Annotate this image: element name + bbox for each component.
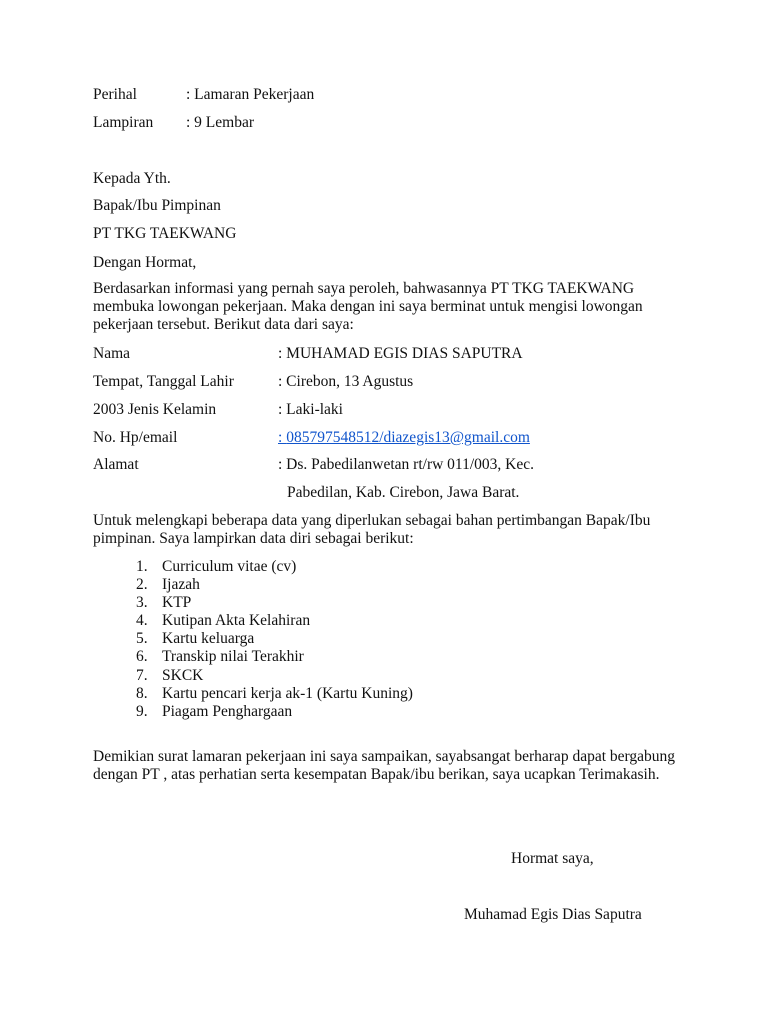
jenis-kelamin-value: : Laki-laki (278, 401, 343, 418)
intro-line: membuka lowongan pekerjaan. Maka dengan ini saya berminat untuk mengisi lowongan (93, 298, 643, 315)
recipient-line-2: Bapak/Ibu Pimpinan (93, 197, 221, 214)
attachments-list (136, 558, 413, 721)
perihal-value: : Lamaran Pekerjaan (186, 86, 315, 103)
jenis-kelamin-label: 2003 Jenis Kelamin (93, 401, 217, 418)
closing-line: dengan PT , atas perhatian serta kesempatan Bapak/ibu berikan, saya ucapkan Terimakasih. (93, 766, 660, 783)
list-item (136, 612, 413, 630)
nama-value: : MUHAMAD EGIS DIAS SAPUTRA (278, 345, 523, 362)
greeting: Dengan Hormat, (93, 254, 197, 271)
recipient-line-1: Kepada Yth. (93, 170, 171, 187)
list-item (136, 576, 413, 594)
signoff: Hormat saya, (511, 850, 594, 867)
hp-email-link[interactable]: 085797548512/diazegis13@gmail.com (286, 429, 530, 446)
list-item-text: KTP (162, 594, 192, 612)
attachments-intro (93, 512, 693, 548)
perihal-label: Perihal (93, 86, 137, 103)
list-item-text: Kutipan Akta Kelahiran (162, 612, 311, 630)
recipient-company: PT TKG TAEKWANG (93, 225, 237, 242)
list-item-text: Kartu pencari kerja ak-1 (Kartu Kuning) (162, 684, 413, 702)
list-item (136, 685, 413, 703)
list-item (136, 648, 413, 666)
list-item-text: Ijazah (162, 576, 200, 594)
list-item (136, 703, 413, 721)
alamat-value-line-1: : Ds. Pabedilanwetan rt/rw 011/003, Kec. (278, 456, 534, 473)
list-item-text: Kartu keluarga (162, 630, 255, 648)
list-item-number: 1. (136, 558, 148, 575)
list-item-number: 7. (136, 666, 148, 684)
attachments-intro-line: pimpinan. Saya lampirkan data diri sebagai berikut: (93, 530, 414, 547)
list-item-number: 4. (136, 612, 148, 630)
list-item (136, 630, 413, 648)
hp-email-link[interactable]: : (278, 429, 287, 446)
list-item (136, 594, 413, 612)
list-item-number: 2. (136, 576, 148, 594)
list-item-number: 9. (136, 702, 148, 720)
closing-paragraph (93, 748, 693, 784)
ttl-value: : Cirebon, 13 Agustus (278, 373, 414, 390)
attachments-intro-line: Untuk melengkapi beberapa data yang diperlukan sebagai bahan pertimbangan Bapak/Ibu (93, 512, 651, 529)
lampiran-label: Lampiran (93, 114, 154, 131)
list-item-text: SKCK (162, 666, 204, 684)
alamat-value-line-2: Pabedilan, Kab. Cirebon, Jawa Barat. (287, 484, 520, 501)
alamat-label: Alamat (93, 456, 139, 473)
closing-line: Demikian surat lamaran pekerjaan ini saya sampaikan, sayabsangat berharap dapat bergabung (93, 748, 676, 765)
list-item-text: Transkip nilai Terakhir (162, 648, 304, 666)
signature-name: Muhamad Egis Dias Saputra (464, 906, 642, 923)
list-item-text: Piagam Penghargaan (162, 702, 293, 720)
ttl-label: Tempat, Tanggal Lahir (93, 373, 234, 390)
list-item (136, 558, 413, 576)
list-item-number: 5. (136, 630, 148, 648)
lampiran-value: : 9 Lembar (186, 114, 255, 131)
nama-label: Nama (93, 345, 131, 362)
intro-line: Berdasarkan informasi yang pernah saya peroleh, bahwasannya PT TKG TAEKWANG (93, 280, 635, 297)
intro-paragraph (93, 280, 693, 334)
hp-email-label: No. Hp/email (93, 429, 178, 446)
hp-email-value (278, 429, 530, 447)
intro-line: pekerjaan tersebut. Berikut data dari saya: (93, 316, 354, 333)
list-item-number: 3. (136, 594, 148, 612)
list-item-text: Curriculum vitae (cv) (162, 558, 297, 575)
list-item (136, 667, 413, 685)
list-item-number: 6. (136, 648, 148, 666)
list-item-number: 8. (136, 684, 148, 702)
